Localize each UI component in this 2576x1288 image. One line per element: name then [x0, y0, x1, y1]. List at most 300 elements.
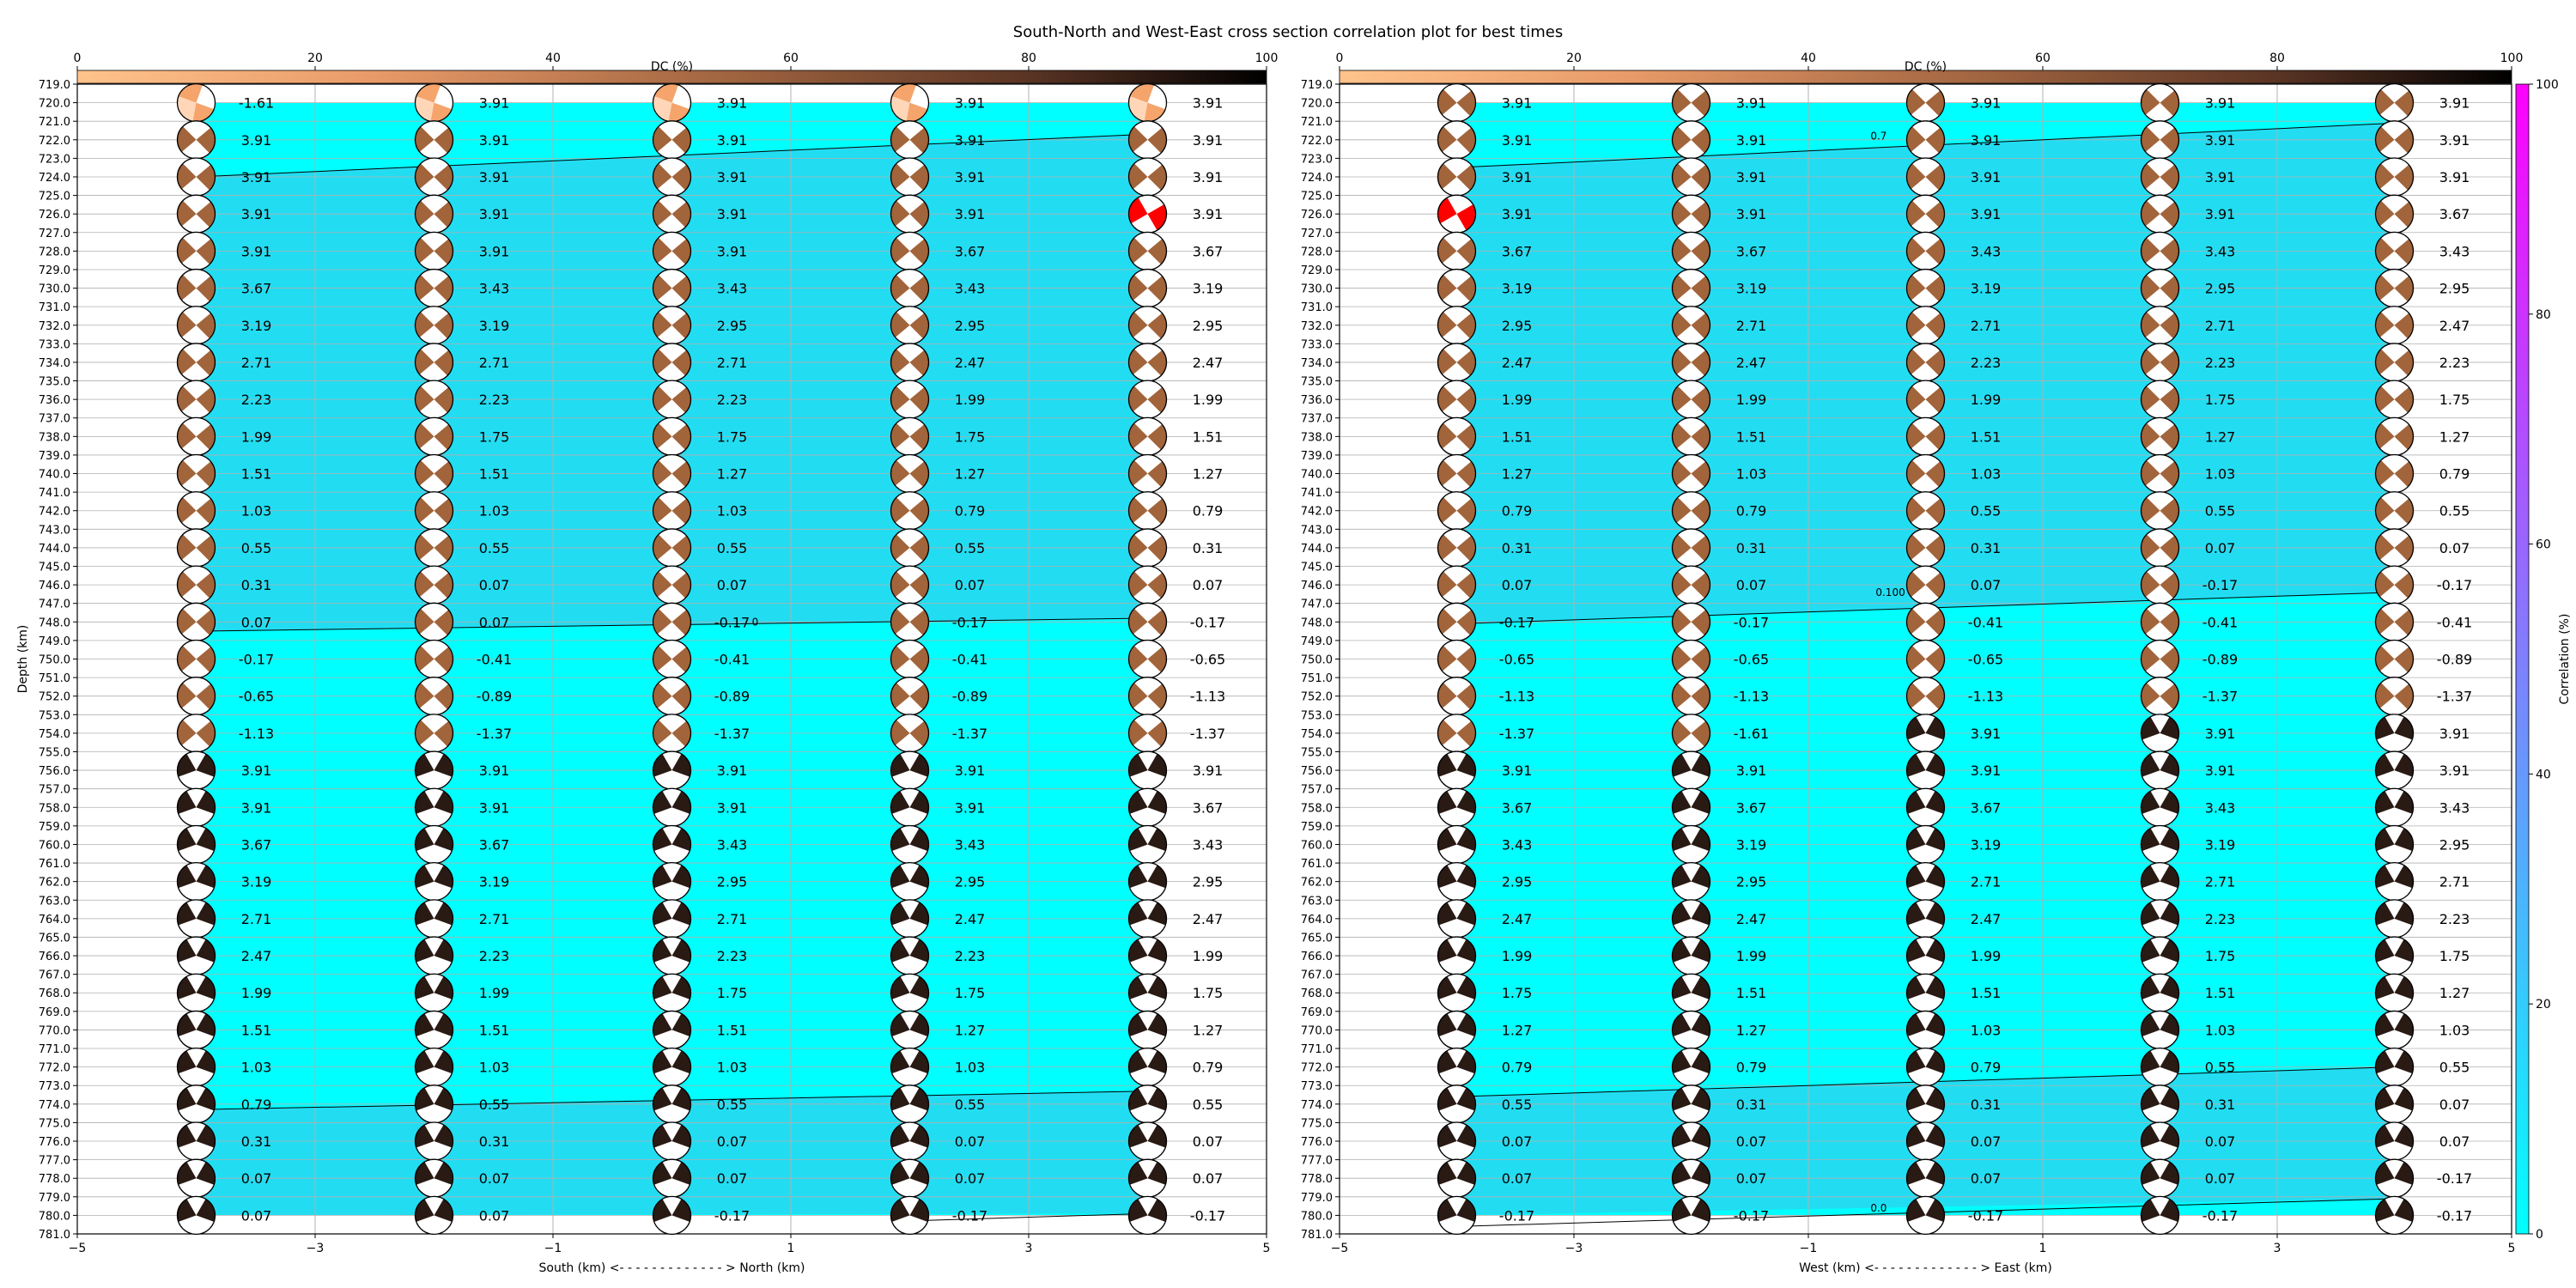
beachball — [1129, 937, 1167, 975]
time-label: 2.71 — [240, 354, 272, 371]
time-label: 0.07 — [1192, 1133, 1224, 1151]
beachball — [1129, 1159, 1167, 1197]
time-label: 0.07 — [2204, 1133, 2236, 1151]
y-tick-label: 729.0 — [1300, 264, 1333, 277]
beachball — [1129, 788, 1167, 826]
beachball — [416, 1011, 453, 1048]
beachball — [2142, 1196, 2179, 1234]
beachball — [1672, 307, 1710, 344]
y-tick-label: 779.0 — [1300, 1191, 1333, 1205]
beachball — [653, 270, 691, 307]
x-tick-label: 5 — [1262, 1242, 1271, 1255]
correlation-colorbar — [2516, 84, 2529, 1234]
beachball — [178, 232, 216, 270]
time-label: 1.27 — [1192, 1022, 1224, 1039]
time-label: 0.55 — [240, 539, 272, 556]
correlation-colorbar-label: Correlation (%) — [2558, 613, 2572, 705]
time-label: 2.23 — [716, 392, 748, 409]
beachball — [1438, 455, 1476, 493]
time-label: 0.31 — [478, 1133, 510, 1151]
dc-colorbar-tick-label: 60 — [2035, 52, 2050, 65]
beachball — [178, 641, 216, 678]
beachball — [416, 1048, 453, 1086]
dc-colorbar-tick-label: 40 — [1801, 52, 1816, 65]
y-tick-label: 726.0 — [1300, 209, 1333, 222]
beachball — [653, 788, 691, 826]
time-label: 3.91 — [240, 799, 272, 817]
beachball — [2375, 714, 2413, 752]
time-label: -0.65 — [1189, 651, 1226, 668]
beachball — [1673, 1122, 1710, 1160]
time-label: 1.03 — [1970, 1022, 2002, 1039]
dc-colorbar-tick-label: 20 — [307, 52, 323, 65]
beachball — [1907, 641, 1945, 678]
beachball — [1673, 788, 1710, 826]
time-label: 3.91 — [1970, 762, 2002, 780]
beachball — [1673, 1048, 1710, 1086]
time-label: 0.07 — [954, 577, 986, 594]
time-label: 0.79 — [1192, 502, 1224, 519]
beachball — [1438, 1122, 1476, 1160]
time-label: 1.03 — [478, 1059, 510, 1076]
time-label: 1.51 — [1970, 428, 2002, 446]
beachball — [1673, 974, 1710, 1012]
correlation-colorbar-tick-label: 80 — [2536, 307, 2551, 322]
beachball — [178, 1048, 216, 1086]
beachball — [1128, 195, 1166, 233]
time-label: 1.51 — [1735, 428, 1767, 446]
beachball — [891, 1085, 929, 1123]
time-label: 0.55 — [954, 1096, 986, 1113]
y-tick-label: 780.0 — [1300, 1210, 1333, 1224]
time-label: 0.07 — [2439, 1096, 2470, 1113]
x-tick-label: −1 — [544, 1242, 562, 1255]
y-tick-label: 781.0 — [1300, 1229, 1333, 1242]
time-label: 1.99 — [1501, 392, 1533, 409]
beachball — [1438, 714, 1476, 752]
beachball — [653, 84, 690, 122]
y-tick-label: 766.0 — [1300, 951, 1333, 964]
beachball — [1907, 1196, 1945, 1234]
chart-title: South-North and West-East cross section correlation plot for best times — [1012, 23, 1564, 41]
beachball — [891, 121, 929, 159]
beachball — [1673, 1159, 1710, 1197]
dc-colorbar-tick-label: 20 — [1566, 52, 1582, 65]
beachball — [1438, 937, 1476, 975]
y-tick-label: 770.0 — [38, 1024, 70, 1038]
time-label: 1.03 — [2204, 1022, 2236, 1039]
time-label: 3.43 — [2204, 243, 2236, 260]
beachball — [1129, 863, 1167, 901]
time-label: -0.17 — [951, 614, 988, 631]
beachball — [1129, 492, 1167, 530]
beachball — [1129, 380, 1167, 418]
time-label: -1.37 — [2202, 688, 2239, 705]
beachball — [178, 751, 216, 789]
time-label: 3.91 — [1192, 168, 1224, 185]
time-label: 1.75 — [1192, 985, 1224, 1002]
beachball — [1129, 417, 1167, 455]
time-label: 3.91 — [478, 799, 510, 817]
beachball — [1438, 307, 1476, 344]
beachball — [1128, 232, 1166, 270]
time-label: 2.71 — [2204, 873, 2236, 890]
dc-colorbar-tick-label: 0 — [1335, 52, 1344, 65]
y-tick-label: 765.0 — [38, 932, 70, 945]
beachball — [2141, 1085, 2178, 1123]
beachball — [1438, 900, 1476, 938]
time-label: 3.91 — [478, 206, 510, 223]
y-tick-label: 771.0 — [38, 1043, 70, 1057]
time-label: 3.91 — [240, 206, 272, 223]
contour-label: 0.0 — [1870, 1201, 1887, 1214]
beachball — [1129, 270, 1167, 307]
beachball — [653, 603, 691, 641]
y-tick-label: 777.0 — [38, 1154, 70, 1168]
time-label: 3.91 — [1501, 206, 1533, 223]
beachball — [653, 492, 691, 530]
y-tick-label: 758.0 — [1300, 802, 1333, 816]
y-tick-label: 768.0 — [38, 987, 70, 1001]
panel-2 — [1301, 52, 2572, 1275]
time-label: -0.41 — [2202, 614, 2239, 631]
beachball — [2375, 1011, 2413, 1048]
beachball — [1906, 121, 1944, 159]
time-label: -0.41 — [714, 651, 750, 668]
beachball — [653, 900, 691, 938]
beachball — [1438, 566, 1476, 604]
time-label: 0.07 — [240, 1170, 272, 1188]
time-label: 0.07 — [1192, 1170, 1224, 1188]
dc-colorbar-tick-label: 100 — [1255, 52, 1279, 65]
beachball — [653, 121, 691, 159]
time-label: 3.91 — [1735, 94, 1767, 112]
beachball — [1672, 492, 1710, 530]
time-label: 3.19 — [1192, 280, 1224, 297]
beachball — [653, 1011, 691, 1048]
y-tick-label: 781.0 — [38, 1229, 70, 1242]
time-label: 1.51 — [1192, 428, 1224, 446]
beachball — [653, 825, 691, 863]
beachball — [178, 417, 216, 455]
time-label: 0.07 — [954, 1170, 986, 1188]
y-tick-label: 737.0 — [1300, 412, 1333, 426]
beachball — [2142, 641, 2179, 678]
time-label: 1.03 — [240, 1059, 272, 1076]
y-tick-label: 738.0 — [1300, 431, 1333, 445]
y-tick-label: 769.0 — [38, 1005, 70, 1019]
time-label: 1.99 — [1192, 948, 1224, 965]
time-label: 1.99 — [1192, 392, 1224, 409]
beachball — [177, 1159, 215, 1197]
time-label: 3.91 — [2439, 131, 2470, 149]
time-label: 2.47 — [1501, 354, 1533, 371]
beachball — [653, 1159, 690, 1197]
beachball — [891, 195, 929, 233]
beachball — [1906, 84, 1944, 122]
time-label: 3.91 — [478, 762, 510, 780]
time-label: 0.79 — [1735, 502, 1767, 519]
beachball — [2142, 232, 2179, 270]
beachball — [178, 937, 216, 975]
beachball — [178, 788, 216, 826]
beachball — [2142, 1159, 2179, 1197]
beachball — [653, 417, 691, 455]
time-label: 0.55 — [2204, 502, 2236, 519]
y-tick-label: 734.0 — [1300, 356, 1333, 370]
y-tick-label: 765.0 — [1300, 932, 1333, 945]
time-label: 2.23 — [2204, 910, 2236, 927]
beachball — [178, 84, 216, 122]
time-label: -0.65 — [1733, 651, 1770, 668]
y-tick-label: 739.0 — [38, 449, 70, 463]
time-label: 1.99 — [478, 985, 510, 1002]
y-tick-label: 748.0 — [38, 617, 70, 630]
time-label: 1.03 — [1970, 465, 2002, 483]
beachball — [2142, 825, 2179, 863]
time-label: 3.91 — [1970, 206, 2002, 223]
time-label: 3.43 — [1501, 836, 1533, 854]
beachball — [2376, 1196, 2414, 1234]
y-tick-label: 759.0 — [38, 820, 70, 834]
y-tick-label: 768.0 — [1300, 987, 1333, 1001]
beachball — [1438, 529, 1476, 567]
y-tick-label: 735.0 — [1300, 375, 1333, 389]
time-label: 0.07 — [1735, 1170, 1767, 1188]
beachball — [1129, 1196, 1167, 1234]
beachball — [2142, 455, 2179, 493]
time-label: 3.19 — [478, 317, 510, 334]
beachball — [1129, 1122, 1167, 1160]
time-label: 3.91 — [2204, 725, 2236, 742]
beachball — [1907, 603, 1945, 641]
beachball — [178, 380, 216, 418]
beachball — [177, 270, 215, 307]
time-label: 0.55 — [2439, 1059, 2470, 1076]
time-label: 2.95 — [954, 317, 986, 334]
beachball — [415, 195, 453, 233]
y-tick-label: 763.0 — [1300, 895, 1333, 908]
beachball — [653, 751, 691, 789]
beachball — [178, 603, 216, 641]
y-tick-label: 741.0 — [1300, 487, 1333, 501]
dc-colorbar-tick-label: 40 — [545, 52, 561, 65]
beachball — [891, 307, 929, 344]
time-label: -0.17 — [2202, 1207, 2239, 1224]
beachball — [653, 380, 691, 418]
y-tick-label: 756.0 — [38, 765, 70, 779]
beachball — [891, 788, 929, 826]
beachball — [653, 529, 691, 567]
time-label: 3.67 — [240, 280, 272, 297]
time-label: 2.71 — [240, 910, 272, 927]
time-label: 0.31 — [1735, 539, 1767, 556]
beachball — [1906, 195, 1944, 233]
y-tick-label: 727.0 — [1300, 227, 1333, 240]
time-label: 3.19 — [1970, 836, 2002, 854]
time-label: 3.19 — [1735, 836, 1767, 854]
time-label: 2.23 — [240, 392, 272, 409]
beachball — [416, 788, 453, 826]
beachball — [1129, 566, 1167, 604]
beachball — [178, 566, 216, 604]
time-label: 2.95 — [716, 317, 748, 334]
time-label: 0.07 — [2439, 539, 2470, 556]
time-label: -0.89 — [2436, 651, 2473, 668]
beachball — [1906, 232, 1944, 270]
beachball — [653, 195, 691, 233]
time-label: 1.75 — [2204, 948, 2236, 965]
beachball — [2142, 417, 2179, 455]
time-label: 3.91 — [2439, 725, 2470, 742]
y-tick-label: 756.0 — [1300, 765, 1333, 779]
y-tick-label: 755.0 — [1300, 746, 1333, 760]
time-label: 2.47 — [2439, 317, 2470, 334]
beachball — [2142, 158, 2179, 196]
time-label: 1.75 — [2439, 392, 2470, 409]
beachball — [1672, 529, 1710, 567]
beachball — [653, 1085, 691, 1123]
y-tick-label: 721.0 — [1300, 116, 1333, 130]
beachball — [1129, 84, 1167, 122]
beachball — [416, 84, 453, 122]
time-label: 3.19 — [478, 873, 510, 890]
y-tick-label: 770.0 — [1300, 1024, 1333, 1038]
time-label: -1.37 — [951, 725, 988, 742]
beachball — [415, 863, 453, 901]
y-tick-label: 740.0 — [38, 468, 70, 482]
time-label: 1.75 — [954, 985, 986, 1002]
y-tick-label: 743.0 — [38, 524, 70, 538]
beachball — [2142, 270, 2179, 307]
time-label: 0.79 — [1501, 502, 1533, 519]
time-label: 0.79 — [954, 502, 986, 519]
time-label: 3.43 — [1970, 243, 2002, 260]
beachball — [1673, 751, 1710, 789]
x-tick-label: −5 — [1330, 1242, 1349, 1255]
beachball — [2142, 603, 2179, 641]
time-label: 0.55 — [2439, 502, 2470, 519]
beachball — [1438, 1085, 1476, 1123]
time-label: 3.91 — [1735, 762, 1767, 780]
beachball — [1129, 158, 1167, 196]
time-label: 3.91 — [716, 131, 748, 149]
dc-colorbar-label: DC (%) — [1904, 60, 1947, 74]
beachball — [177, 714, 215, 752]
time-label: 3.43 — [2204, 799, 2236, 817]
time-label: 3.91 — [240, 243, 272, 260]
y-tick-label: 779.0 — [38, 1191, 70, 1205]
time-label: 2.47 — [240, 948, 272, 965]
time-label: 2.71 — [478, 910, 510, 927]
y-tick-label: 776.0 — [1300, 1136, 1333, 1150]
beachball — [2142, 492, 2179, 530]
y-tick-label: 742.0 — [38, 505, 70, 519]
y-tick-label: 773.0 — [1300, 1080, 1333, 1094]
x-tick-label: 3 — [2273, 1242, 2281, 1255]
beachball — [891, 1011, 929, 1048]
beachball — [653, 677, 691, 715]
time-label: 2.47 — [1735, 354, 1767, 371]
x-tick-label: −3 — [1564, 1242, 1583, 1255]
beachball — [1438, 492, 1476, 530]
time-label: 3.19 — [240, 873, 272, 890]
y-tick-label: 759.0 — [1300, 820, 1333, 834]
beachball — [891, 232, 929, 270]
time-label: 1.27 — [1501, 465, 1533, 483]
y-tick-label: 725.0 — [38, 190, 70, 204]
beachball — [1438, 380, 1476, 418]
x-axis-label: West (km) <- - - - - - - - - - - - - > East (km) — [1799, 1261, 2052, 1275]
beachball — [2376, 529, 2414, 567]
y-tick-label: 780.0 — [38, 1210, 70, 1224]
y-tick-label: 775.0 — [38, 1117, 70, 1131]
beachball — [1906, 417, 1944, 455]
y-tick-label: 767.0 — [1300, 969, 1333, 982]
beachball — [416, 307, 453, 344]
beachball — [2375, 825, 2413, 863]
y-tick-label: 752.0 — [1300, 690, 1333, 704]
time-label: 0.07 — [240, 1207, 272, 1224]
time-label: 2.23 — [478, 948, 510, 965]
y-tick-label: 760.0 — [1300, 839, 1333, 853]
correlation-colorbar-tick-label: 100 — [2536, 78, 2559, 92]
beachball — [2142, 121, 2179, 159]
beachball — [1673, 1085, 1710, 1123]
beachball — [416, 1196, 453, 1234]
y-tick-label: 732.0 — [1300, 319, 1333, 333]
time-label: 1.51 — [1735, 985, 1767, 1002]
time-label: 0.55 — [954, 539, 986, 556]
y-tick-label: 736.0 — [1300, 394, 1333, 408]
y-tick-label: 722.0 — [1300, 134, 1333, 148]
beachball — [653, 343, 691, 381]
y-tick-label: 729.0 — [38, 264, 70, 277]
time-label: 3.67 — [1192, 799, 1224, 817]
beachball — [891, 641, 929, 678]
y-tick-label: 754.0 — [1300, 727, 1333, 741]
time-label: 3.91 — [478, 243, 510, 260]
time-label: 3.91 — [1970, 131, 2002, 149]
time-label: -0.41 — [951, 651, 988, 668]
time-label: 3.91 — [1192, 131, 1224, 149]
time-label: -0.41 — [2436, 614, 2473, 631]
correlation-colorbar-tick-label: 40 — [2536, 768, 2551, 782]
y-tick-label: 757.0 — [1300, 783, 1333, 797]
time-label: 3.43 — [716, 280, 748, 297]
time-label: 1.51 — [478, 1022, 510, 1039]
dc-colorbar-tick-label: 80 — [2269, 52, 2285, 65]
beachball — [416, 343, 453, 381]
beachball — [1129, 714, 1167, 752]
y-tick-label: 751.0 — [38, 672, 70, 686]
time-label: 3.91 — [1192, 94, 1224, 112]
time-label: 2.95 — [2439, 280, 2470, 297]
time-label: 3.91 — [1735, 168, 1767, 185]
beachball — [1438, 84, 1476, 122]
time-label: 3.67 — [954, 243, 986, 260]
beachball — [416, 270, 453, 307]
beachball — [1907, 158, 1945, 196]
time-label: 1.03 — [240, 502, 272, 519]
beachball — [891, 1159, 929, 1197]
time-label: 3.43 — [1192, 836, 1224, 854]
beachball — [178, 343, 216, 381]
beachball — [2376, 492, 2414, 530]
beachball — [2376, 307, 2414, 344]
time-label: 0.55 — [716, 1096, 748, 1113]
y-tick-label: 762.0 — [1300, 876, 1333, 890]
